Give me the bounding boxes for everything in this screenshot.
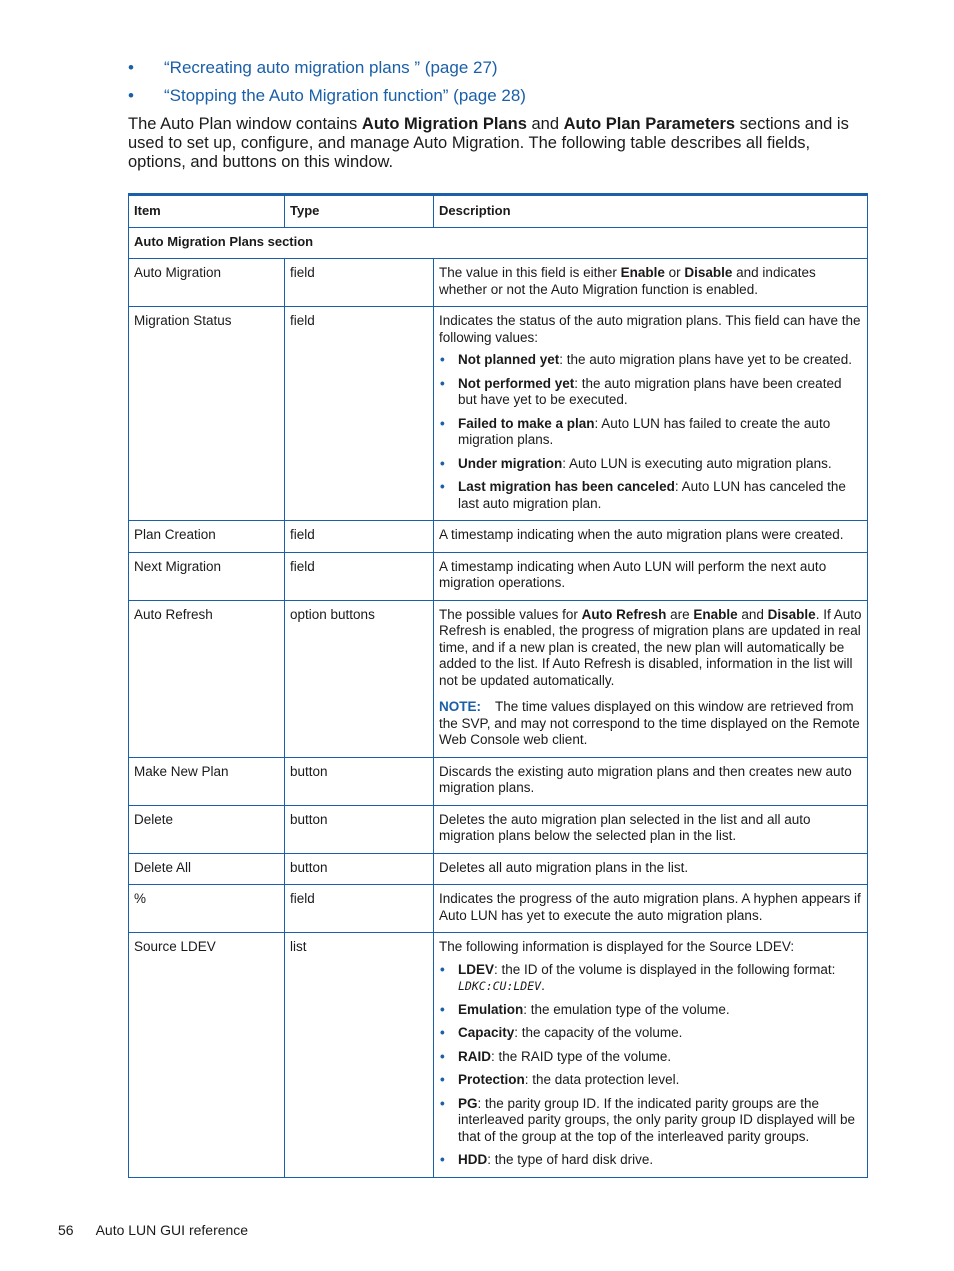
table-row [129, 552, 868, 600]
cell-type: option buttons [285, 600, 434, 757]
table-row [129, 853, 868, 885]
intro-paragraph: The Auto Plan window contains Auto Migration Plans and Auto Plan Parameters sections and is used to set up, configure, and manage Auto Migration. The following table describes all fields, options, and buttons on this window. [128, 115, 849, 171]
cell-description: A timestamp indicating when the auto migration plans were created. [434, 521, 868, 553]
ldev-format: LDKC:CU:LDEV [458, 979, 542, 993]
list-item: • RAID: the RAID type of the volume. [440, 1048, 672, 1064]
status-values-list [439, 352, 862, 512]
list-item: • Emulation: the emulation type of the volume. [440, 1001, 730, 1017]
table-row [129, 307, 868, 521]
page-footer [58, 1222, 248, 1238]
source-ldev-list [439, 962, 862, 1169]
cell-type: field [285, 307, 434, 521]
cell-item: Plan Creation [129, 521, 285, 553]
table-row [129, 600, 868, 757]
header-description: Description [434, 195, 868, 228]
cell-description: Indicates the status of the auto migration plans. This field can have the following values: • Not planned yet: the auto migration plans have yet to be created. • Not performed yet: the auto migration plans have been created but have yet to be executed. • Failed to make a plan: Auto LUN has failed to create the auto migration plans. • Under migration: Auto LUN is executing auto migration plans. • Last migration has been canceled: Auto LUN has canceled the last auto migration plan. [434, 307, 868, 521]
cell-type: field [285, 552, 434, 600]
fields-table [128, 193, 868, 1178]
page-number: 56 [58, 1222, 74, 1238]
list-item: • Not performed yet: the auto migration plans have been created but have yet to be executed. [440, 375, 842, 407]
table-row [129, 521, 868, 553]
cell-type: list [285, 933, 434, 1178]
section-title: Auto Migration Plans section [129, 227, 868, 259]
link-recreating-plans[interactable]: “Recreating auto migration plans ” (page 27) [164, 58, 498, 77]
table-header-row [129, 195, 868, 228]
list-item: • LDEV: the ID of the volume is displayed in the following format: LDKC:CU:LDEV. [440, 961, 836, 993]
table-row [129, 757, 868, 805]
table-row [129, 259, 868, 307]
list-item: • Failed to make a plan: Auto LUN has failed to create the auto migration plans. [440, 415, 831, 447]
cell-description: The value in this field is either Enable or Disable and indicates whether or not the Auto Migration function is enabled. [434, 259, 868, 307]
cell-description: The possible values for Auto Refresh are Enable and Disable. If Auto Refresh is enabled, the progress of migration plans are updated in real time, and if a new plan is created, the new plan will automatically be added to the list. If Auto Refresh is disabled, information in the list will not be updated automatically. NOTE: The time values displayed on this window are retrieved from the SVP, and may not correspond to the time displayed on the Remote Web Console web client. [434, 600, 868, 757]
cell-type: button [285, 757, 434, 805]
footer-title: Auto LUN GUI reference [95, 1222, 249, 1238]
link-item [128, 58, 526, 86]
table-row [129, 885, 868, 933]
note [439, 699, 862, 749]
list-item: • Protection: the data protection level. [440, 1072, 680, 1087]
cell-type: field [285, 259, 434, 307]
cell-description: The following information is displayed for the Source LDEV: • LDEV: the ID of the volume is displayed in the following format: LDKC:CU:LDEV. • Emulation: the emulation type of the volume. • Capacity: the capacity of the volume. • RAID: the RAID type of the volume. • Protection: the data protection level. • PG: the parity group ID. If the indicated parity groups are the interleaved parity groups, the only parity group ID displayed will be that of the group at the top of the interleaved parity groups. • HDD: the type of hard disk drive. [434, 933, 868, 1178]
note-label: NOTE: [439, 699, 481, 714]
cell-item: Auto Migration [129, 259, 285, 307]
cell-item: Next Migration [129, 552, 285, 600]
related-links [128, 58, 526, 114]
cell-description: A timestamp indicating when Auto LUN will perform the next auto migration operations. [434, 552, 868, 600]
cell-type: field [285, 885, 434, 933]
table-row [129, 805, 868, 853]
bullet: • [128, 58, 134, 77]
cell-description: Indicates the progress of the auto migration plans. A hyphen appears if Auto LUN has yet to execute the auto migration plans. [434, 885, 868, 933]
cell-description: Deletes all auto migration plans in the list. [434, 853, 868, 885]
list-item: • Not planned yet: the auto migration plans have yet to be created. [440, 352, 852, 367]
list-item: • HDD: the type of hard disk drive. [440, 1152, 654, 1167]
list-item: • Capacity: the capacity of the volume. [440, 1025, 683, 1040]
cell-item: Auto Refresh [129, 600, 285, 757]
cell-type: field [285, 521, 434, 553]
list-item: • Last migration has been canceled: Auto LUN has canceled the last auto migration plan. [440, 479, 846, 511]
link-stopping-function[interactable]: “Stopping the Auto Migration function” (page 28) [164, 86, 526, 105]
link-item [128, 86, 526, 114]
header-type: Type [285, 195, 434, 228]
cell-item: Migration Status [129, 307, 285, 521]
table-row [129, 933, 868, 1178]
list-item: • Under migration: Auto LUN is executing auto migration plans. [440, 455, 832, 471]
cell-item: Source LDEV [129, 933, 285, 1178]
section-row [129, 227, 868, 259]
cell-description: Discards the existing auto migration plans and then creates new auto migration plans. [434, 757, 868, 805]
cell-item: Delete [129, 805, 285, 853]
cell-type: button [285, 853, 434, 885]
cell-item: % [129, 885, 285, 933]
cell-item: Delete All [129, 853, 285, 885]
note-text: The time values displayed on this window are retrieved from the SVP, and may not correspond to the time displayed on the Remote Web Console web client. [439, 699, 860, 747]
cell-description: Deletes the auto migration plan selected in the list and all auto migration plans below the selected plan in the list. [434, 805, 868, 853]
list-item: • PG: the parity group ID. If the indicated parity groups are the interleaved parity groups, the only parity group ID displayed will be that of the group at the top of the interleaved parity groups. [440, 1095, 855, 1144]
bullet: • [128, 86, 134, 105]
cell-type: button [285, 805, 434, 853]
header-item: Item [129, 195, 285, 228]
cell-item: Make New Plan [129, 757, 285, 805]
